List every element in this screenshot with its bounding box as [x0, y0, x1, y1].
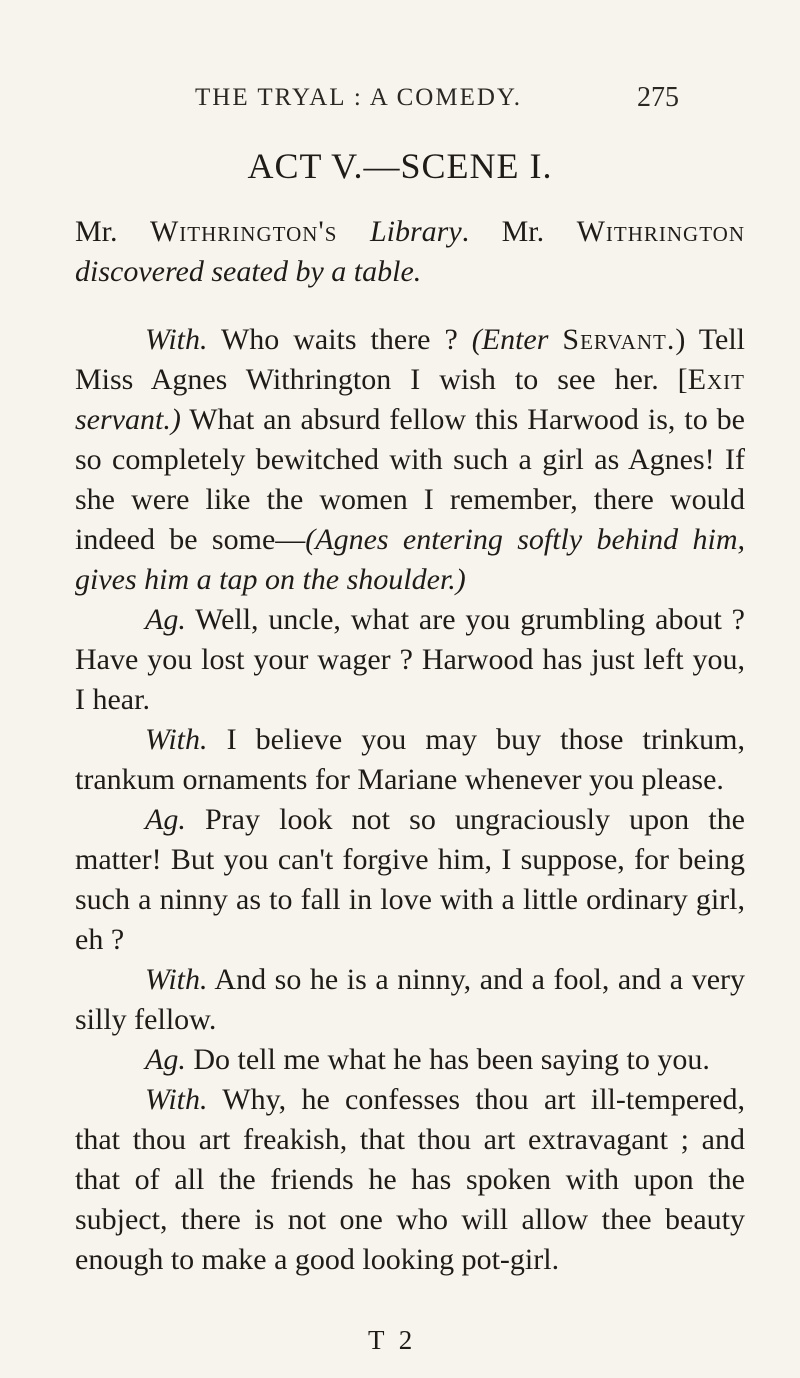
- speech-text: Who waits there ?: [207, 323, 472, 356]
- running-title: THE TRYAL : A COMEDY.: [195, 84, 522, 111]
- speaker-label: Ag.: [145, 603, 186, 636]
- speaker-label: With.: [145, 1083, 208, 1116]
- stage-direction-inline: (Enter: [471, 323, 563, 356]
- speaker-label: With.: [145, 963, 208, 996]
- speech-text: What an absurd fellow this Harwood is, to be so completely bewitched with such a girl as Agnes! If she were like the women I remember, there would indeed be some—: [75, 403, 745, 556]
- text-body: [75, 212, 745, 1280]
- speech: [75, 600, 745, 720]
- stage-direction-italic: Library: [337, 215, 462, 248]
- speech: [75, 1040, 745, 1080]
- speech-text: And so he is a ninny, and a fool, and a very silly fellow.: [75, 963, 745, 1036]
- speaker-label: Ag.: [145, 803, 186, 836]
- speech-text: Do tell me what he has been saying to you.: [185, 1043, 710, 1076]
- page-number: 275: [637, 82, 679, 113]
- speech-text: I believe you may buy those trinkum, trankum ornaments for Mariane whenever you please.: [75, 723, 745, 796]
- stage-direction-inline: servant.): [75, 403, 181, 436]
- speaker-label: Ag.: [145, 1043, 186, 1076]
- speech: [75, 1080, 745, 1280]
- speech: [75, 960, 745, 1040]
- speech: [75, 320, 745, 600]
- character-name: Withrington: [576, 215, 746, 248]
- speech-text: Well, uncle, what are you grumbling about ? Have you lost your wager ? Harwood has just left you, I hear.: [75, 603, 745, 716]
- speech: [75, 720, 745, 800]
- scene-heading: ACT V.—SCENE I.: [247, 146, 553, 186]
- stage-direction: [75, 212, 745, 292]
- stage-exit: Exit: [687, 363, 745, 396]
- speech-text: Why, he confesses thou art ill-tempered, that thou art freakish, that thou art extravagant ; and that of all the friends he has spoken with upon the subject, there is not one who will allow thee beauty enough to make a good looking pot-girl.: [75, 1083, 745, 1276]
- stage-direction-text: . Mr.: [461, 215, 577, 248]
- stage-direction-inline: (Agnes entering softly behind him, gives him a tap on the shoulder.): [75, 523, 745, 596]
- speaker-label: With.: [145, 723, 208, 756]
- stage-direction-italic: discovered seated by a table.: [75, 255, 422, 288]
- running-head: [0, 78, 800, 118]
- signature-mark: T 2: [368, 1325, 417, 1355]
- character-name: Servant.: [562, 323, 676, 356]
- character-name: Withrington's: [149, 215, 338, 248]
- stage-direction-text: Mr.: [75, 215, 150, 248]
- speech-text: Pray look not so ungraciously upon the matter! But you can't forgive him, I suppose, for being such a ninny as to fall in love with a little ordinary girl, eh ?: [75, 803, 745, 956]
- speech: [75, 800, 745, 960]
- speech-text: ) Tell Miss Agnes Withrington I wish to see her. [: [75, 323, 745, 396]
- speaker-label: With.: [145, 323, 208, 356]
